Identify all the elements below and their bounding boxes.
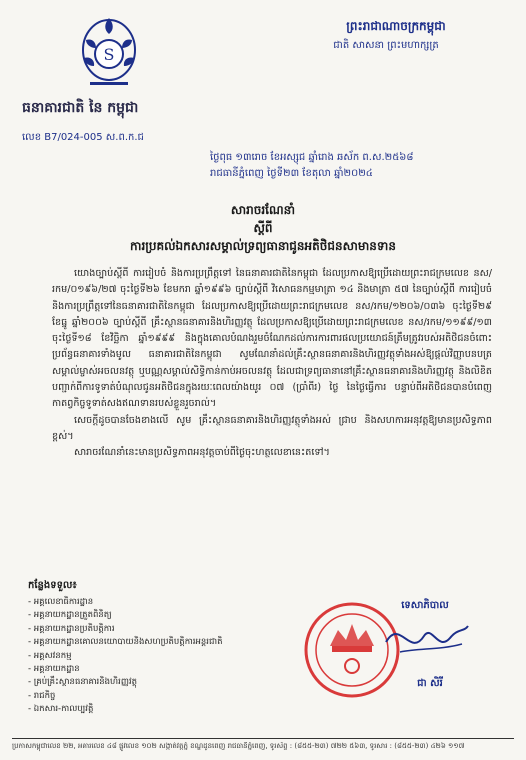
solar-date: រាជធានីភ្នំពេញ ថ្ងៃទី២៣ ខែតុលា ឆ្នាំ២០២៤ [210,168,373,179]
recipients-title: កន្លែងទទួល៖ [28,580,77,591]
kingdom-heading: ព្រះរាជាណាចក្រកម្ពុជា [346,19,446,33]
national-motto: ជាតិ សាសនា ព្រះមហាក្សត្រ [333,40,439,51]
list-item: - អគ្គនាយកដ្ឋានប្រតិបត្តិការ [28,623,222,636]
footer-divider [12,738,514,739]
handwritten-signature-icon [380,608,472,668]
recipients-list [28,596,222,717]
subject-label: ស្តីពី [253,221,273,235]
lunar-date: ថ្ងៃពុធ ១៣រោច ខែអស្សុជ ឆ្នាំរោង ឆស័ក ព.ស.២៥៦៨ [210,152,414,163]
signer-name: ជា សិរី [417,678,443,689]
subject-title: ការប្រគល់ឯកសារសម្គាល់ទ្រព្យធានាជូនអតិថិជនសាមានទាន [130,239,396,253]
list-item: - ឯកសារ-កាលប្បវត្តិ [28,703,222,716]
bank-name: ធនាគារជាតិ នៃ កម្ពុជា [22,100,139,116]
reference-number: លេខ B7/024-005 ស.ព.ក.ជ [22,132,144,143]
footer-address: ប្រកាសកម្ពុជាលេខ ២២, អគារលេខ ៤៨ ផ្លូវលេខ ១០២ សង្កាត់វត្តភ្នំ ខណ្ឌដូនពេញ រាជធានីភ្នំពេញ, ទូរស័ព្ទ : (៨៥៥-២៣) ៧២២ ៥៦៣, ទូរសារ : (៨៥៥-២៣) ៤២៦ ១១៧ [12,742,465,750]
list-item: - រាជកិច្ច [28,690,222,703]
body-paragraph-3: សារាចរណែនាំនេះមានប្រសិទ្ធភាពអនុវត្តចាប់ពីថ្ងៃចុះហត្ថលេខានេះតទៅ។ [74,447,330,459]
body-paragraph-1: យោងច្បាប់ស្តីពី ការរៀបចំ និងការប្រព្រឹត្តទៅ នៃធនាគារជាតិនៃកម្ពុជា ដែលប្រកាសឱ្យប្រើដោយព្រះរាជក្រមលេខ នស/រកម/០១៩៦/២៧ ចុះថ្ងៃទី២៦ ខែមករា ឆ្នាំ១៩៩៦ ច្បាប់ស្តីពី វិសោធនកម្មមាត្រា ១៤ និងមាត្រា ៥៧ នៃច្បាប់ស្តីពី ការរៀបចំ និងការប្រព្រឹត្តទៅនៃធនាគារជាតិនៃកម្ពុជា ដែលប្រកាសឱ្យប្រើដោយព្រះរាជក្រមលេខ នស/រកម/១២០៦/០៣៦ ចុះថ្ងៃទី២៩ ខែធ្នូ ឆ្នាំ២០០៦ ច្បាប់ស្តីពី គ្រឹះស្ថានធនាគារនិងហិរញ្ញវត្ថុ ដែលប្រកាសឱ្យប្រើដោយព្រះរាជក្រមលេខ នស/រកម/១១៩៩/១៣ ចុះថ្ងៃទី១៨ ខែវិច្ឆិកា ឆ្នាំ១៩៩៩ និងក្នុងគោលបំណងរួមចំណែកដល់ការការពារផលប្រយោជន៍ត្រឹមត្រូវរបស់អតិថិជនចំពោះប្រព័ន្ធធនាគារទាំងមូល ធនាគារជាតិនៃកម្ពុជា សូមណែនាំដល់គ្រឹះស្ថានធនាគារនិងហិរញ្ញវត្ថុទាំងអស់ឱ្យផ្តល់វិញ្ញាបនបត្រសម្គាល់ម្ចាស់អចលនវត្ថុ ឬបណ្ណសម្គាល់សិទ្ធិកាន់កាប់អចលនវត្ថុ ដែលជាទ្រព្យធានានៅគ្រឹះស្ថានធនាគារនិងហិរញ្ញវត្ថុ និងលិខិតបញ្ជាក់ពីការទូទាត់បំណុលជូនអតិថិជនក្នុងរយៈពេលយ៉ាងយូរ ០៧ (ប្រាំពីរ) ថ្ងៃ នៃថ្ងៃធ្វើការ បន្ទាប់ពីអតិថិជនបានបំពេញកាតព្វកិច្ចទូទាត់សងឥណទានរបស់ខ្លួនរួចរាល់។ [52,268,492,410]
list-item: - គ្រប់គ្រឹះស្ថានធនាគារនិងហិរញ្ញវត្ថុ [28,676,222,689]
body-paragraph-2: សេចក្តីដូចបានចែងខាងលើ សូម គ្រឹះស្ថានធនាគារនិងហិរញ្ញវត្ថុទាំងអស់ ជ្រាប និងសហការអនុវត្តឱ្យមានប្រសិទ្ធភាពខ្ពស់។ [52,414,492,442]
list-item: - អគ្គនាយកដ្ឋាន [28,663,222,676]
list-item: - អគ្គនាយកដ្ឋានគោលនយោបាយនិងសហប្រតិបត្តិការអន្តរជាតិ [28,636,222,649]
circular-body [52,266,492,462]
list-item: - អគ្គនាយកដ្ឋានត្រួតពិនិត្យ [28,609,222,622]
signer-title: ទេសាភិបាល [401,600,449,611]
svg-text:S: S [103,45,115,64]
circular-title: សារាចរណែនាំ [230,203,296,217]
list-item: - អគ្គលេខាធិការដ្ឋាន [28,596,222,609]
bank-emblem-icon [78,12,140,96]
list-item: - អគ្គសវនកម្ម [28,650,222,663]
